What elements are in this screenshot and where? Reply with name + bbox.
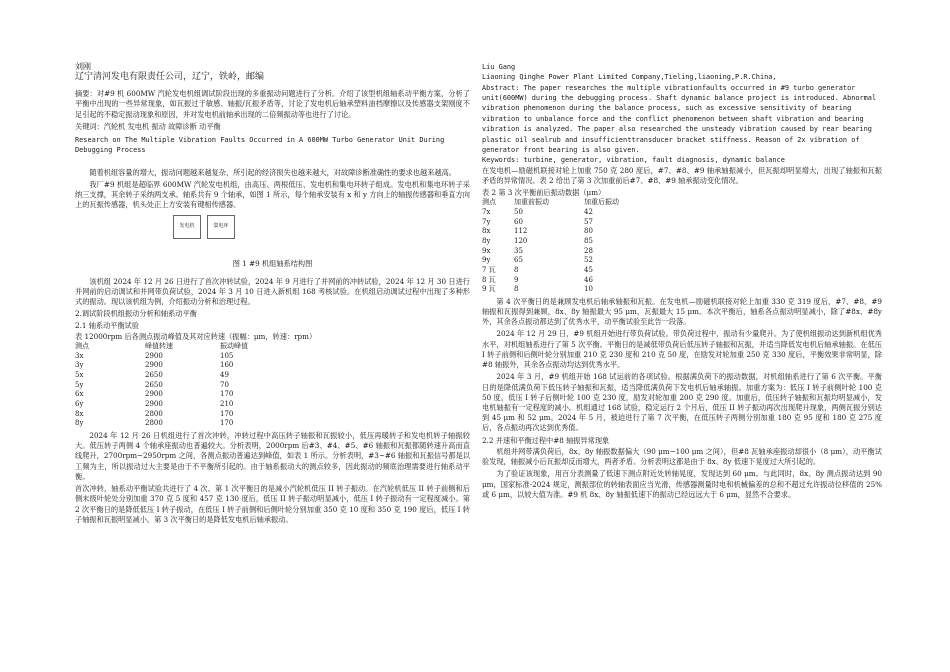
figure-caption: 图 1 #9 机组轴系结构图 [232,258,313,268]
table-2-cell: 9y [482,256,491,265]
table-1-cell: 2650 [145,380,163,389]
abstract-en: Abstract: The paper researches the multiple vibrationfaults occurred in #9 turbo generator unit(600MW) during the debugging process. Shaft dynamic balance project is introduced. Abnormal vibration phenomenon during the balance process, such as excessive sensitivity of bearing vibration to unbalance force and the conflict phenomenon between shaft vibration and bearing vibration is analyzed. The paper also researched the unsteady vibration caused by rear bearing plastic oil sealrub and insufficienttransducer bracket stiffness. Reason of 2x vibration of generator front bearing is also given. [482,83,877,154]
body-paragraph-4: 2024 年 12 月 26 日机组进行了首次冲转，冲转过程中高压转子轴振和瓦振较小，低压再暖转子和发电机转子轴振较大。低压转子两侧 4 个轴承座振动也普遍较大。分析表明，2000rpm 后#3、#4、#5、#6 轴振和瓦振都随转速升高而直线爬升，2700rpm~2950rpm 之间，各测点振动普遍达到峰值，如表 1 所示。分析表明，#3~#6 轴振和瓦振信号都是以工频为主，所以振动过大主要是由于不平衡所引起的。由于轴系振动大的测点较多，因此振动的频底治理需要进行轴系动平衡。 [75,430,470,481]
keywords-cn: 关键词：汽轮机 发电机 振动 故障诊断 动平衡 [75,121,221,131]
table-2-row [482,247,619,257]
table-2-cell: 8x [482,227,491,236]
table-1-cell: 8y [75,419,84,428]
table-2-cell: 112 [514,227,528,236]
right-paragraph-5: 机组并网带满负荷后，8x、8y 轴振数据偏大（90 μm~100 μm 之间），但#8 瓦轴承座振动却很小（8 μm），动平衡试验发现，轴振减小后瓦振却反而增大，两者矛盾。分析表明这都是由于 8x、8y 低速下晃度过大所引起的。 [482,446,882,467]
table-1-header-row [75,342,248,352]
table-2-header-row [482,198,619,208]
section-2-1-heading: 2.1 轴系动平衡试验 [75,320,140,330]
table-1-cell: 2800 [145,409,163,418]
table-2-row [482,285,619,295]
table-1-cell: 170 [220,390,234,399]
table-2-cell: 85 [584,236,593,245]
table-1-cell: 210 [220,400,234,409]
table-1-cell: 2900 [145,390,163,399]
table-1 [75,342,248,429]
table-1-row [75,400,248,410]
table-1-title: 表 12000rpm 后各测点振动峰值及其对应转速（振幅：μm，转速：rpm） [75,331,317,341]
table-2-cell: 28 [584,246,593,255]
table-2-cell: 45 [584,265,593,274]
body-paragraph-5: 首次冲转，轴系动平衡试验共进行了 4 次。第 1 次平衡日的是减小汽轮机低压 II 转子振动。在汽轮机低压 II 转子前侧和后侧末级叶轮处分别加重 370 克 5 度和 457 克 130 度后，低压 II 转子振动明显减小，低压 I 转子振动有一定程度减小。第 2 次平衡日的是降低低压 I 转子振动，在低压 I 转子前侧和后侧叶轮分别加重 350 克 10 度和 350 克 190 度后，低压 I 转子轴振和瓦振明显减小。第 3 次平衡日的是降低发电机后轴承振动。 [75,484,470,524]
table-1-cell: 160 [220,361,234,370]
body-paragraph-3: 该机组 2024 年 12 月 26 日进行了首次冲转试验，2024 年 9 月进行了并网前的冲转试验，2024 年 12 月 30 日进行并网前的启动调试和并网带负荷试验，2024 年 3 月 10 日进入新机组 168 考核试验。在机组启动调试过程中出现了多种形式的振动。现以该机组为例，介绍振动分析和治理过程。 [75,276,470,307]
table-1-cell: 2900 [145,351,163,360]
english-title: Research on The Multiple Vibration Faults Occurred in A 600MW Turbo Generator Unit During Debugging Process [75,135,445,155]
table-2-cell: 7 瓦 [482,265,496,274]
right-paragraph-3: 2024 年 12 月 29 日，#9 机组开始进行带负荷试验。带负荷过程中，振动有少量爬升。为了使机组振动达到新机组优秀水平，对机组轴系进行了第 5 次平衡。平衡日的是减低带负荷后低压转子轴振和瓦振，并适当降低发电机后轴承轴振。在低压 I 转子前侧和后侧叶轮分别加重 210 克 230 度和 210 克 50 度，在励发对轮加重 250 克 330 度后，平衡效果非常明显，除#8 轴振外，其余各点振动均达到优秀水平。 [482,329,882,370]
table-2-cell: 52 [584,256,593,265]
table-1-cell: 3x [75,351,84,360]
table-1-cell: 2900 [145,361,163,370]
section-2-2-heading: 2.2 并速和平衡过程中#8 轴振异常现象 [482,435,610,445]
right-paragraph-2: 第 4 次平衡日的是兼顾发电机后轴承轴振和瓦振。在发电机—励磁机联接对轮上加重 330 克 319 度后，#7、#8、#9 轴振和瓦振得到兼顾，8x、8y 轴振最大 95 μm，瓦振最大 15 μm。本次平衡后，轴系各点振动明显减小，除了#8x、#8y 外，其余各点振动都达到了优秀水平，动平衡试验至此告一段落。 [482,296,882,327]
table-2-cell: 9 [514,275,519,284]
table-1-row [75,410,248,420]
table-2-cell: 9 瓦 [482,285,496,294]
table-2-header-cell: 加重前振动 [514,198,549,207]
table-2-cell: 10 [584,285,593,294]
table-2-row [482,208,619,218]
right-column [482,62,882,502]
right-paragraph-1: 在发电机—励磁机联接对轮上加重 750 克 280 度后，#7、#8、#9 轴承轴振减小，但瓦振却明显增大，出现了轴振和瓦振矛盾的异常情况。表 2 给出了第 3 次加重前后#7、#8、#9 轴承振动变化情况。 [482,165,882,185]
table-2-cell: 80 [584,227,593,236]
keywords-en: Keywords: turbine, generator, vibration, fault diagnosis, dynamic balance [482,156,785,165]
table-2-row [482,256,619,266]
table-1-cell: 2650 [145,371,163,380]
table-1-cell: 2900 [145,400,163,409]
table-1-cell: 49 [220,371,229,380]
table-2-row [482,227,619,237]
abstract-cn: 摘要：对#9 机 600MW 汽轮发电机组调试阶段出现的多重振动问题进行了分析。介绍了该型机组轴系动平衡方案，分析了平衡中出现的一些异常现象，如瓦振过于敏感、轴振/瓦振矛盾等，讨论了发电机后轴承塑料油档摩擦以及传感器支架刚度不足引起的不稳定振动现象和原因，并对发电机前轴承出现的二倍频振动等也进行了讨论。 [75,89,470,119]
table-2-row [482,266,619,276]
table-2-row [482,237,619,247]
table-2-cell: 8 [514,285,519,294]
table-2-header-cell: 加重后振动 [584,198,619,207]
intro-paragraph-1: 随着机组容量的增大，振动问题越来越复杂，所引起的经济损失也越来越大，对故障诊断准确性的要求也越来越高。 [89,167,456,177]
table-1-cell: 105 [220,351,234,360]
table-1-cell: 6y [75,400,84,409]
table-1-cell: 5y [75,380,84,389]
shaft-figure [75,215,470,257]
table-2-cell: 8y [482,236,491,245]
table-1-cell: 6x [75,390,84,399]
right-paragraph-4: 2024 年 3 月，#9 机组开始 168 试运前的各项试验。根据满负荷下的振动数据，对机组轴系进行了第 6 次平衡。平衡日的是降低满负荷下低压转子轴振和瓦振，适当降低满负荷下发电机后轴承轴振。加重方案为：低压 I 转子前侧叶轮 100 克 50 度，低压 I 转子后侧叶轮 100 克 230 度，励发对轮加重 200 克 290 度。加重后，低压转子轴振和瓦振均明显减小，发电机轴振有一定程度的减小。机组通过 168 试验，稳定运行 2 个月后，低压 II 转子振动再次出现爬升现象，两侧瓦振分别达到 45 μm 和 52 μm。2024 年 5 月，被迫进行了第 7 次平衡，在低压转子两侧分别加重 180 克 95 度和 180 克 275 度后，各点振动再次达到优秀值。 [482,372,882,433]
table-2-cell: 8 瓦 [482,275,496,284]
author-en: Liu Gang [482,63,516,71]
table-1-cell: 70 [220,380,229,389]
table-1-header-cell: 测点 [75,342,89,351]
table-2-cell: 50 [514,207,523,216]
table-2-cell: 60 [514,217,523,226]
left-column [75,62,470,527]
table-2-title: 表 2 第 3 次平衡前后振动数据（μm） [482,188,606,198]
table-1-header-cell: 峰值转速 [145,342,173,351]
author-cn: 刘刚 [75,62,91,71]
right-paragraph-6: 为了验证该现象，用百分表测量了低速下测点附近处转轴晃度，发现达到 60 μm。与此同时，8x、8y 测点振动达到 90 μm，国家标准-2024 规定，测振部位的转轴表面应当光滑，传感器测量时电和机械偏差的总和不超过允许振动位移值的 25%或 6 μm，以较大值为准。#9 机 8x、8y 轴振低速下的振动已经远远大于 6 μm，显然不合要求。 [482,469,882,499]
table-1-row [75,371,248,381]
table-2-cell: 35 [514,246,523,255]
table-2-cell: 120 [514,236,528,245]
affiliation-en: Liaoning Qinghe Power Plant Limited Company,Tieling,liaoning,P.R.China, [482,73,777,82]
table-1-cell: 8x [75,409,84,418]
table-2-cell: 7x [482,207,491,216]
table-1-cell: 170 [220,409,234,418]
table-1-cell: 5x [75,371,84,380]
table-1-row [75,352,248,362]
table-2-cell: 9x [482,246,491,255]
table-2-cell: 65 [514,256,523,265]
table-1-row [75,390,248,400]
table-1-row [75,381,248,391]
table-2-cell: 57 [584,217,593,226]
table-2 [482,198,619,295]
table-2-header-cell: 测点 [482,198,496,207]
table-1-cell: 3y [75,361,84,370]
intro-paragraph-2: 我厂#9 机组是超临界 600MW 汽轮发电机组，由高压、两根低压、发电机和集电环转子组成。发电机和集电环转子采纳三支撑，其余转子采纳两支承。轴系共有 9 个轴承，如图 1 所示，每个轴承安装有 x 和 y 方向上的轴振传感器和垂直方向上的瓦振传感器，机头处正上方安装有键相传感器。 [75,179,470,210]
table-1-cell: 170 [220,419,234,428]
table-1-cell: 2800 [145,419,163,428]
figure-box-collector: 集电环 [207,215,235,239]
table-1-header-cell: 振动峰值 [220,342,248,351]
table-1-row [75,361,248,371]
affiliation-cn: 辽宁清河发电有限责任公司，辽宁，铁岭，邮编 [75,72,265,83]
table-2-cell: 42 [584,207,593,216]
table-2-cell: 8 [514,265,519,274]
table-2-row [482,218,619,228]
table-2-row [482,276,619,286]
table-2-cell: 7y [482,217,491,226]
table-1-row [75,419,248,429]
figure-box-generator: 发电机 [173,215,201,239]
table-2-cell: 46 [584,275,593,284]
section-2-heading: 2.调试阶段机组振动分析和轴系动平衡 [75,309,197,319]
